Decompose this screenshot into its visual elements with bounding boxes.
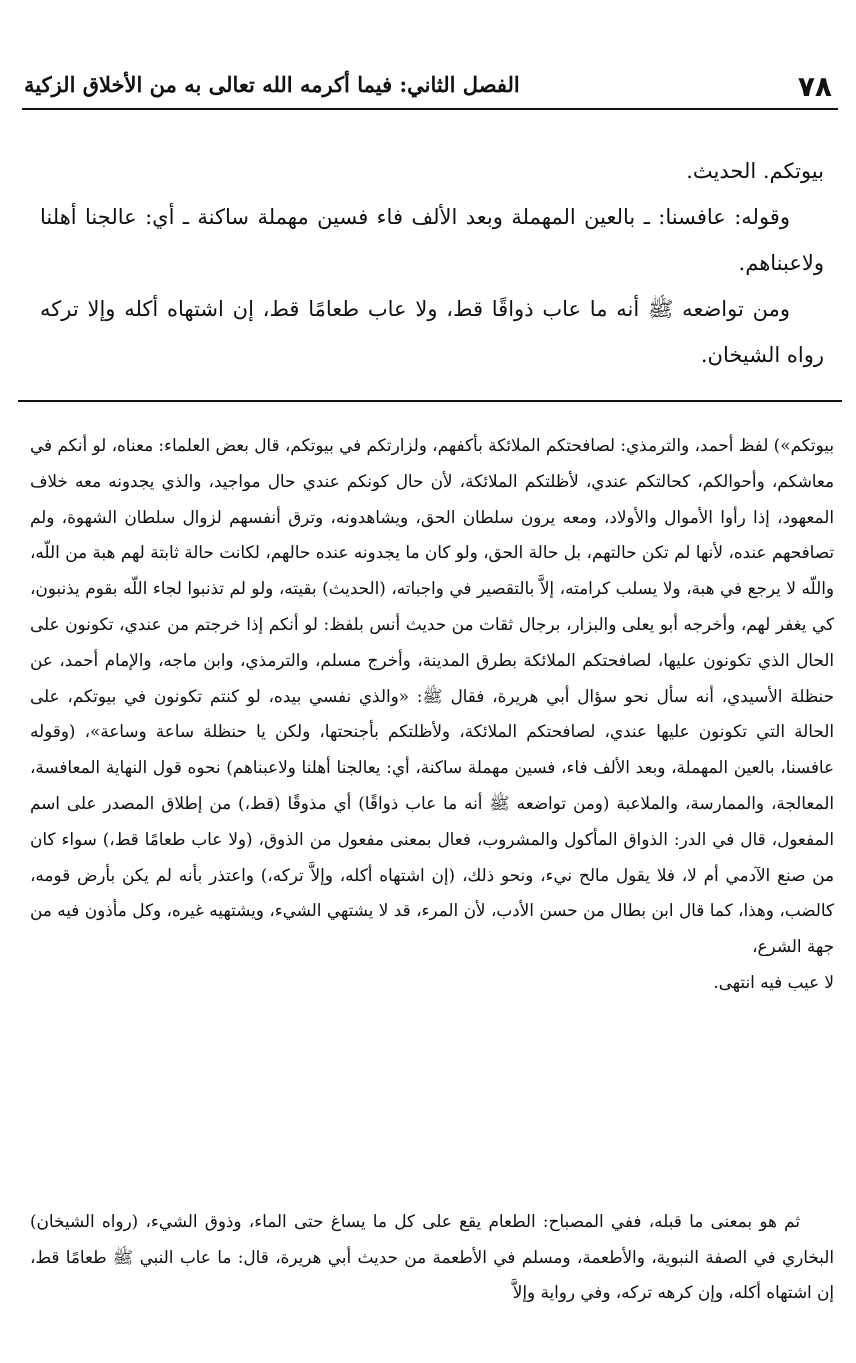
commentary-text [30,428,834,1001]
page-number: ٧٨ [797,70,832,103]
commentary-paragraph: بيوتكم») لفظ أحمد، والترمذي: لصافحتكم الملائكة بأكفهم، ولزارتكم في بيوتكم، قال بعض العلماء: معناه، لو أنكم في معاشكم، وأحوالكم، كحالتكم عندي، لأظلتكم الملائكة، لأن حال كونكم عندي حال مواجيد، والذي يجدونه معه خلاف المعهود، إذا رأوا الأموال والأولاد، ومعه يرون سلطان الحق، ويشاهدونه، وترق أنفسهم لزوال سلطان الشهوة، ولم تصافحهم عنده، لأنها لم تكن حالتهم، بل حالة الحق، ولو كان ما يجدونه عنده حالهم، لكانت حالة ثابتة لهم هبة من اللّه، واللّه لا يرجع في هبة، ولا يسلب كرامته، إلاَّ بالتقصير في واجباته، (الحديث) بقيته، ولو لم تذنبوا لجاء اللّه بقوم يذنبون، كي يغفر لهم، وأخرجه أبو يعلى والبزار، برجال ثقات من حديث أنس بلفظ: لو أنكم إذا خرجتم من عندي، تكونون على الحال الذي تكونون عليها، لصافحتكم الملائكة بطرق المدينة، وأخرج مسلم، والترمذي، وابن ماجه، والإمام أحمد، عن حنظلة الأسيدي، أنه سأل نحو سؤال أبي هريرة، فقال ﷺ: «والذي نفسي بيده، لو كنتم تكونون في بيوتكم، على الحالة التي تكونون عليها عندي، لصافحتكم الملائكة، ولأظلتكم بأجنحتها، ولكن يا حنظلة ساعة وساعة»، (وقوله عافسنا، بالعين المهملة، وبعد الألف فاء، فسين مهملة ساكنة، أي: يعالجنا أهلنا ولاعبناهم) نحوه قول النهاية المعافسة، المعالجة، والممارسة، والملاعبة (ومن تواضعه ﷺ أنه ما عاب ذواقًا) أي مذوقًا (قط،) من إطلاق المصدر على اسم المفعول، قال في الدر: الذواق المأكول والمشروب، فعال بمعنى مفعول من الذوق، (ولا عاب طعامًا قط،) سواء كان من صنع الآدمي أم لا، فلا يقول مالح نيء، ونحو ذلك، (إن اشتهاه أكله، وإلاَّ تركه،) واعتذر بأنه لم يكن بأرض قومه، كالضب، وهذا، كما قال ابن بطال من حسن الأدب، لأن المرء، قد لا يشتهي الشيء، ويشتهيه غيره، وكل مأذون فيه من جهة الشرع، [30,435,834,957]
page-header [22,66,838,110]
commentary-ending: لا عيب فيه انتهى. [713,971,834,992]
running-title: الفصل الثاني: فيما أكرمه الله تعالى به من الأخلاق الزكية [24,72,520,97]
second-commentary-paragraph: ثم هو بمعنى ما قبله، ففي المصباح: الطعام يقع على كل ما يساغ حتى الماء، وذوق الشيء، (رواه الشيخان) البخاري في الصفة النبوية، والأطعمة، ومسلم في الأطعمة من حديث أبي هريرة، قال: ما عاب النبي ﷺ طعامًا قط، إن اشتهاه أكله، وإن كرهه تركه، وفي رواية وإلاَّ [30,1211,834,1302]
main-paragraph-2: وقوله: عافسنا: ـ بالعين المهملة وبعد الألف فاء فسين مهملة ساكنة ـ أي: عالجنا أهلنا ولاعبناهم. [40,205,824,275]
main-text [40,148,824,378]
second-commentary [30,1204,834,1311]
footnote-separator [18,400,842,402]
main-paragraph-3: ومن تواضعه ﷺ أنه ما عاب ذواقًا قط، ولا عاب طعامًا قط، إن اشتهاه أكله وإلا تركه رواه الشيخان. [40,297,824,367]
main-paragraph-1: بيوتكم. الحديث. [686,159,824,183]
